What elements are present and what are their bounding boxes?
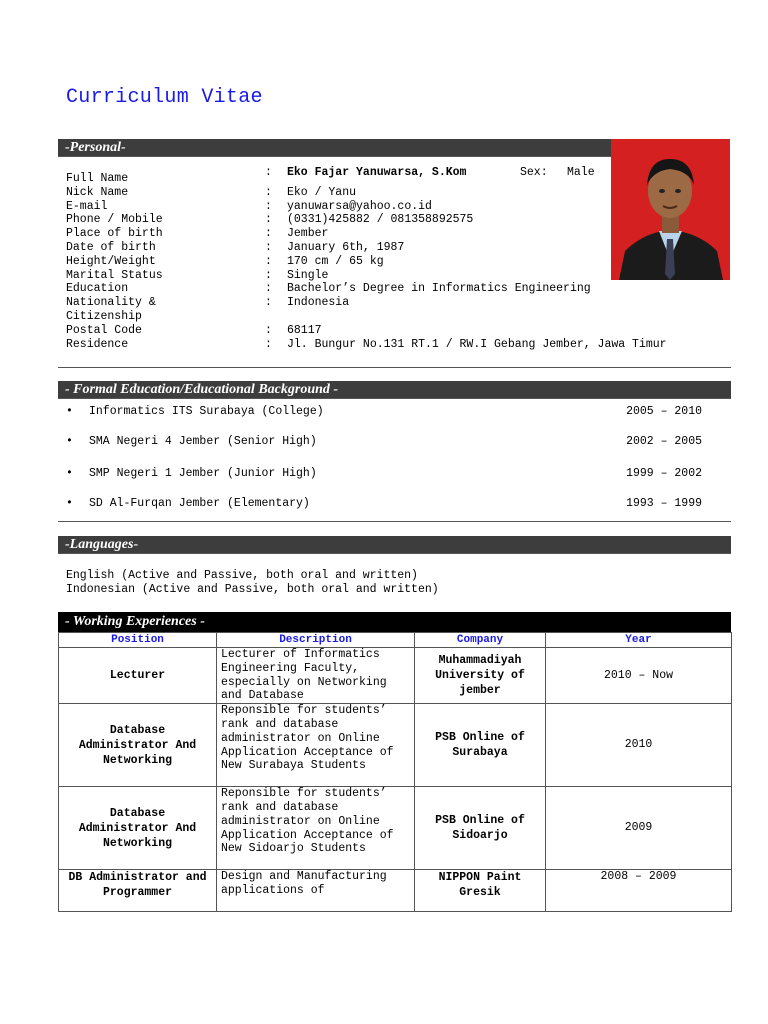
field-label: Education — [66, 282, 129, 296]
work-experience-table — [58, 632, 732, 912]
field-value: 68117 — [287, 323, 322, 337]
divider — [58, 398, 731, 399]
education-item — [66, 467, 706, 481]
field-label: E-mail — [66, 199, 108, 213]
section-personal-header: -Personal- — [58, 139, 611, 156]
company-cell: PSB Online of Surabaya — [415, 704, 546, 787]
field-value: Jl. Bungur No.131 RT.1 / RW.I Gebang Jember, Jawa Timur — [287, 337, 667, 351]
full-name-value: Eko Fajar Yanuwarsa, S.Kom — [287, 166, 467, 179]
section-languages-header: -Languages- — [58, 536, 731, 553]
section-work-header: - Working Experiences - — [58, 612, 731, 632]
birth-date-value: January 6th, 1987 — [287, 241, 405, 254]
field-label: Date of birth — [66, 241, 156, 254]
table-row — [59, 648, 732, 704]
education-item — [66, 405, 706, 419]
description-cell: Reponsible for students’ rank and database administrator on Online Application Acceptance of New Sidoarjo Students — [217, 787, 415, 870]
colon: : — [265, 227, 272, 241]
divider — [58, 367, 731, 368]
colon: : — [265, 254, 272, 268]
divider — [58, 521, 731, 522]
language-item: English (Active and Passive, both oral and written) — [66, 569, 418, 582]
year-cell: 2009 — [546, 787, 732, 870]
colon: : — [265, 241, 272, 254]
colon: : — [265, 166, 272, 179]
school-years: 1993 – 1999 — [626, 497, 702, 510]
field-value: 170 cm / 65 kg — [287, 254, 384, 268]
company-cell: PSB Online of Sidoarjo — [415, 787, 546, 870]
table-row — [59, 704, 732, 787]
table-row — [59, 870, 732, 912]
school-name: Informatics ITS Surabaya (College) — [89, 405, 324, 418]
sex-label: Sex: — [520, 166, 548, 179]
colon: : — [265, 213, 272, 227]
field-label: Marital Status — [66, 268, 163, 282]
school-name: SD Al-Furqan Jember (Elementary) — [89, 497, 310, 510]
field-label: Postal Code — [66, 323, 142, 337]
year-cell: 2010 – Now — [546, 648, 732, 704]
school-years: 2002 – 2005 — [626, 435, 702, 448]
school-name: SMA Negeri 4 Jember (Senior High) — [89, 435, 317, 448]
description-cell: Reponsible for students’ rank and database administrator on Online Application Acceptance of New Surabaya Students — [217, 704, 415, 787]
field-label: Residence — [66, 337, 129, 351]
field-value: Indonesia — [287, 296, 350, 310]
bullet: • — [66, 497, 73, 510]
company-cell: NIPPON Paint Gresik — [415, 870, 546, 912]
field-value: Single — [287, 268, 329, 282]
column-header: Company — [415, 633, 546, 648]
email-value: yanuwarsa@yahoo.co.id — [287, 199, 432, 213]
table-row — [59, 787, 732, 870]
divider — [58, 156, 611, 157]
school-name: SMP Negeri 1 Jember (Junior High) — [89, 467, 317, 480]
colon: : — [265, 282, 272, 296]
colon: : — [265, 296, 272, 310]
colon: : — [265, 268, 272, 282]
bullet: • — [66, 435, 73, 448]
year-cell: 2008 – 2009 — [546, 870, 732, 912]
position-cell: Lecturer — [59, 648, 217, 704]
colon: : — [265, 337, 272, 351]
bullet: • — [66, 405, 73, 418]
education-item — [66, 435, 706, 449]
field-value: Jember — [287, 227, 329, 241]
field-label: Full Name — [66, 172, 129, 185]
column-header: Year — [546, 633, 732, 648]
field-label: Height/Weight — [66, 254, 156, 268]
field-label: Citizenship — [66, 310, 142, 323]
field-value: Eko / Yanu — [287, 185, 357, 199]
table-header-row — [59, 633, 732, 648]
language-item: Indonesian (Active and Passive, both oral and written) — [66, 583, 439, 596]
field-label: Nick Name — [66, 185, 129, 199]
document-title: Curriculum Vitae — [66, 86, 263, 109]
phone-value: (0331)425882 / 081358892575 — [287, 213, 474, 227]
field-label: Nationality & — [66, 296, 156, 310]
column-header: Description — [217, 633, 415, 648]
column-header: Position — [59, 633, 217, 648]
section-education-header: - Formal Education/Educational Background - — [58, 381, 731, 398]
divider — [58, 553, 731, 554]
position-cell: Database Administrator And Networking — [59, 787, 217, 870]
description-cell: Design and Manufacturing applications of — [217, 870, 415, 912]
school-years: 1999 – 2002 — [626, 467, 702, 480]
sex-value: Male — [567, 166, 595, 179]
description-cell: Lecturer of Informatics Engineering Faculty, especially on Networking and Database — [217, 648, 415, 704]
school-years: 2005 – 2010 — [626, 405, 702, 418]
position-cell: Database Administrator And Networking — [59, 704, 217, 787]
colon: : — [265, 323, 272, 337]
field-label: Phone / Mobile — [66, 213, 163, 227]
profile-photo — [611, 139, 730, 280]
colon: : — [265, 185, 272, 199]
education-item — [66, 497, 706, 511]
field-label: Place of birth — [66, 227, 163, 241]
bullet: • — [66, 467, 73, 480]
colon: : — [265, 199, 272, 213]
year-cell: 2010 — [546, 704, 732, 787]
company-cell: Muhammadiyah University of jember — [415, 648, 546, 704]
field-value: Bachelor’s Degree in Informatics Engineering — [287, 282, 591, 296]
position-cell: DB Administrator and Programmer — [59, 870, 217, 912]
